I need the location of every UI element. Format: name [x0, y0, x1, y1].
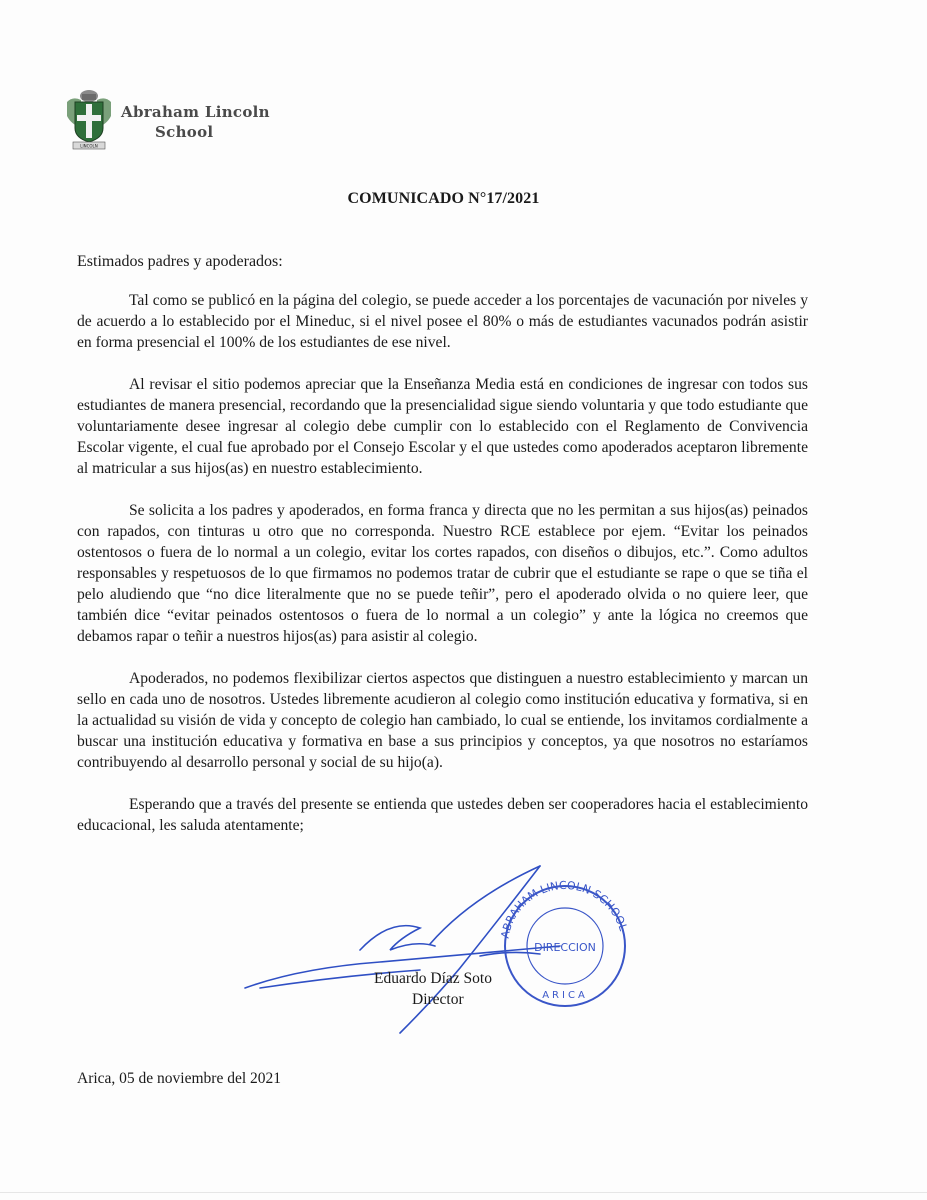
stamp-ring-text [499, 879, 630, 940]
school-name [121, 102, 270, 142]
stamp-ring-textpath: ABRAHAM LINCOLN SCHOOL [498, 878, 630, 940]
school-stamp [499, 879, 630, 1006]
handwritten-signature [245, 866, 560, 1033]
school-name-line1: Abraham Lincoln [121, 103, 270, 121]
paragraph-closing: Esperando que a través del presente se entienda que ustedes deben ser cooperadores hacia el establecimiento educacional, les saluda atentamente; [77, 796, 808, 834]
signature-stamp-graphic [240, 858, 670, 1038]
paragraph-hairstyles: Se solicita a los padres y apoderados, en forma franca y directa que no les permitan a sus hijos(as) peinados con rapados, con tinturas u otro que no corresponda. Nuestro RCE establece por ejem. “Evitar los peinados ostentosos o fuera de lo normal a un colegio, evitar los cortes rapados, con diseños o dibujos, etc.”. Como adultos responsables y respetuosos de lo que firmamos no podemos tratar de cubrir que el estudiante se rape o que se tiña el pelo aludiendo que “no dice literalmente que no se puede teñir”, pero el apoderado olvida o no quiere leer, que también dice “evitar peinados ostentosos o fuera de lo normal a un colegio” y ante la lógica no creemos que debamos rapar o teñir a nuestros hijos(as) para asistir al colegio. [77, 502, 808, 645]
letterhead [65, 88, 305, 152]
greeting: Estimados padres y apoderados: [77, 253, 283, 270]
date-line: Arica, 05 de noviembre del 2021 [77, 1070, 282, 1087]
svg-text:LINCOLN: LINCOLN [80, 143, 98, 149]
school-crest-icon [65, 88, 113, 150]
document-title: COMUNICADO N°17/2021 [347, 190, 540, 207]
paragraph-vaccination: Tal como se publicó en la página del colegio, se puede acceder a los porcentajes de vacunación por niveles y de acuerdo a lo establecido por el Mineduc, si el nivel posee el 80% o más de estudiantes vacunados podrán asistir en forma presencial el 100% de los estudiantes de ese nivel. [77, 292, 808, 351]
stamp-bottom-text: ARICA [542, 990, 588, 1001]
paragraph-flexibility: Apoderados, no podemos flexibilizar ciertos aspectos que distinguen a nuestro establecimiento y marcan un sello en cada uno de nosotros. Ustedes libremente acudieron al colegio como institución educativa y formativa, si en la actualidad su visión de vida y concepto de colegio han cambiado, lo cual se entiende, los invitamos cordialmente a buscar una institución educativa y formativa en base a sus principios y conceptos, ya que nosotros no estaríamos contribuyendo al desarrollo personal y social de su hijo(a). [77, 670, 808, 771]
signer-role: Director [412, 991, 464, 1008]
signer-name: Eduardo Díaz Soto [374, 970, 492, 987]
document-body [77, 290, 808, 857]
stamp-center-text: DIRECCION [534, 941, 596, 954]
school-name-line2: School [155, 123, 214, 141]
scan-edge-divider [0, 1192, 927, 1193]
paragraph-ensenanza-media: Al revisar el sitio podemos apreciar que la Enseñanza Media está en condiciones de ingresar con todos sus estudiantes de manera presencial, recordando que la presencialidad sigue siendo voluntaria y que todo estudiante que voluntariamente desee ingresar al colegio debe cumplir con lo establecido con el Reglamento de Convivencia Escolar vigente, el cual fue aprobado por el Consejo Escolar y el que ustedes como apoderados aceptaron libremente al matricular a sus hijos(as) en nuestro establecimiento. [77, 376, 808, 477]
